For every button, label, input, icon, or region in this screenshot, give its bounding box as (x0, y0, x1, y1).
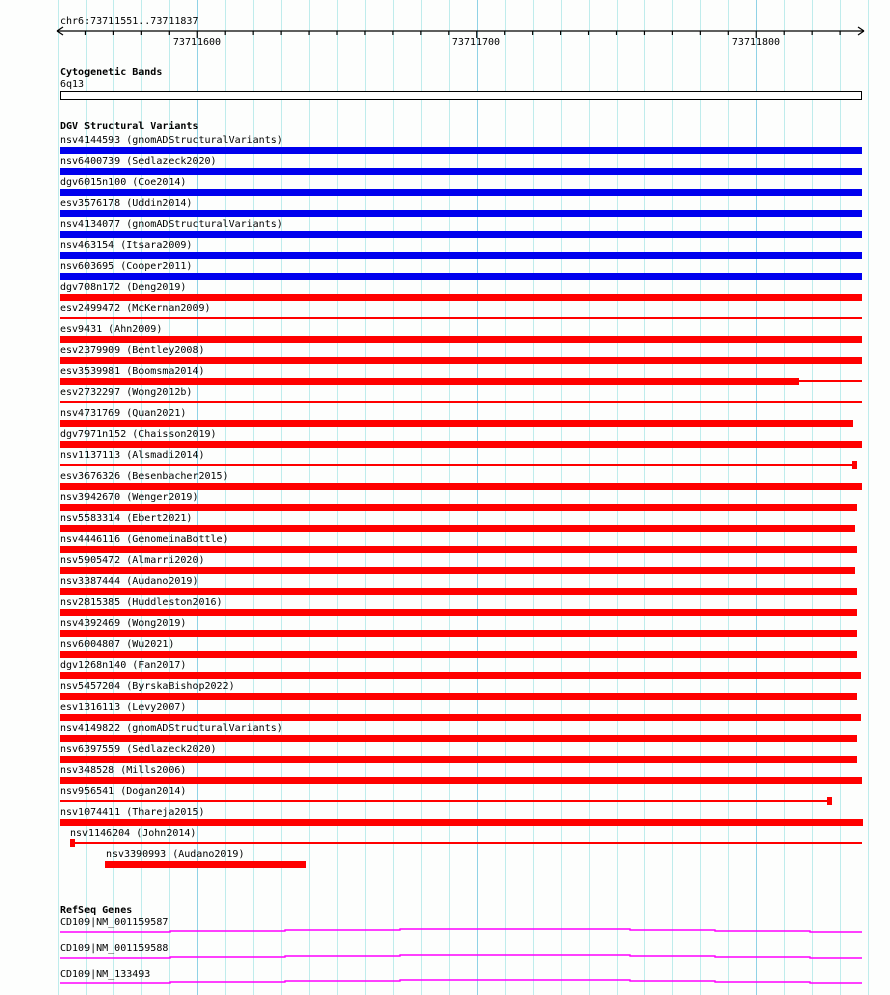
dgv-track-label: nsv348528 (Mills2006) (60, 765, 187, 776)
refseq-gene-label: CD109|NM_133493 (60, 969, 151, 980)
dgv-track-label: nsv4731769 (Quan2021) (60, 408, 187, 419)
dgv-variant-bar[interactable] (60, 147, 862, 154)
dgv-track-label: dgv1268n140 (Fan2017) (60, 660, 187, 671)
dgv-variant-bar[interactable] (60, 357, 862, 364)
dgv-variant-bar[interactable] (60, 819, 863, 826)
gene-transcript-line[interactable] (60, 929, 862, 932)
dgv-variant-tick[interactable] (852, 461, 857, 469)
dgv-track-label: nsv5457204 (ByrskaBishop2022) (60, 681, 235, 692)
dgv-variant-bar[interactable] (60, 525, 855, 532)
dgv-track-label: nsv4144593 (gnomADStructuralVariants) (60, 135, 283, 146)
dgv-track-label: nsv4149822 (gnomADStructuralVariants) (60, 723, 283, 734)
dgv-variant-bar[interactable] (60, 588, 857, 595)
dgv-variant-line[interactable] (60, 401, 862, 403)
ruler-tick-label: 73711700 (451, 37, 501, 48)
cytoband-label: 6q13 (60, 79, 85, 90)
dgv-track-label: nsv2815385 (Huddleston2016) (60, 597, 223, 608)
dgv-variant-bar[interactable] (60, 651, 857, 658)
dgv-variant-bar[interactable] (60, 210, 862, 217)
refseq-section-title: RefSeq Genes (60, 905, 133, 916)
dgv-variant-tick[interactable] (827, 797, 832, 805)
dgv-variant-bar[interactable] (60, 567, 855, 574)
dgv-variant-line[interactable] (60, 317, 862, 319)
dgv-variant-bar[interactable] (60, 231, 862, 238)
dgv-track-label: dgv7971n152 (Chaisson2019) (60, 429, 217, 440)
dgv-variant-bar[interactable] (60, 672, 861, 679)
dgv-variant-line[interactable] (70, 842, 862, 844)
dgv-track-label: nsv6397559 (Sedlazeck2020) (60, 744, 217, 755)
dgv-track-label: nsv463154 (Itsara2009) (60, 240, 193, 251)
gene-transcript-line[interactable] (60, 955, 862, 958)
cytogenetic-section-title: Cytogenetic Bands (60, 67, 163, 78)
dgv-track-label: nsv1074411 (Thareja2015) (60, 807, 205, 818)
dgv-track-label: esv3676326 (Besenbacher2015) (60, 471, 229, 482)
dgv-variant-bar[interactable] (60, 168, 862, 175)
dgv-variant-line[interactable] (799, 380, 862, 382)
dgv-track-label: nsv6400739 (Sedlazeck2020) (60, 156, 217, 167)
ruler-tick-label: 73711600 (172, 37, 222, 48)
dgv-track-label: nsv1146204 (John2014) (70, 828, 197, 839)
dgv-track-label: nsv956541 (Dogan2014) (60, 786, 187, 797)
gridline-minor (58, 0, 59, 995)
dgv-track-label: esv2499472 (McKernan2009) (60, 303, 211, 314)
dgv-variant-bar[interactable] (60, 504, 857, 511)
dgv-track-label: nsv5905472 (Almarri2020) (60, 555, 205, 566)
dgv-variant-bar[interactable] (60, 693, 857, 700)
refseq-gene-label: CD109|NM_001159587 (60, 917, 169, 928)
dgv-track-label: nsv1137113 (Alsmadi2014) (60, 450, 205, 461)
dgv-variant-bar[interactable] (60, 189, 862, 196)
cytoband-6q13[interactable] (60, 91, 862, 100)
dgv-track-label: nsv5583314 (Ebert2021) (60, 513, 193, 524)
dgv-track-label: esv3539981 (Boomsma2014) (60, 366, 205, 377)
dgv-variant-bar[interactable] (60, 630, 857, 637)
dgv-track-label: dgv708n172 (Deng2019) (60, 282, 187, 293)
dgv-track-label: esv9431 (Ahn2009) (60, 324, 163, 335)
dgv-variant-bar[interactable] (60, 756, 857, 763)
location-label: chr6:73711551..73711837 (60, 16, 199, 27)
dgv-variant-line[interactable] (60, 464, 853, 466)
dgv-variant-bar[interactable] (60, 777, 862, 784)
dgv-variant-bar[interactable] (60, 546, 857, 553)
dgv-track-label: esv2732297 (Wong2012b) (60, 387, 193, 398)
dgv-section-title: DGV Structural Variants (60, 121, 199, 132)
dgv-variant-bar[interactable] (60, 273, 862, 280)
dgv-track-label: esv2379909 (Bentley2008) (60, 345, 205, 356)
dgv-track-label: nsv3390993 (Audano2019) (106, 849, 245, 860)
dgv-track-label: nsv3942670 (Wenger2019) (60, 492, 199, 503)
dgv-track-label: nsv4446116 (GenomeinaBottle) (60, 534, 229, 545)
dgv-variant-bar[interactable] (60, 483, 862, 490)
dgv-track-label: nsv4392469 (Wong2019) (60, 618, 187, 629)
dgv-variant-bar[interactable] (60, 714, 861, 721)
dgv-track-label: nsv6004807 (Wu2021) (60, 639, 175, 650)
dgv-track-label: esv3576178 (Uddin2014) (60, 198, 193, 209)
dgv-variant-bar[interactable] (60, 336, 862, 343)
gridline-minor (868, 0, 869, 995)
dgv-track-label: nsv603695 (Cooper2011) (60, 261, 193, 272)
dgv-track-label: nsv4134077 (gnomADStructuralVariants) (60, 219, 283, 230)
refseq-gene-label: CD109|NM_001159588 (60, 943, 169, 954)
dgv-variant-bar[interactable] (60, 294, 862, 301)
dgv-variant-bar[interactable] (60, 252, 862, 259)
dgv-variant-bar[interactable] (60, 378, 799, 385)
ruler-tick-label: 73711800 (731, 37, 781, 48)
dgv-variant-bar[interactable] (60, 735, 857, 742)
dgv-variant-bar[interactable] (60, 609, 857, 616)
dgv-track-label: dgv6015n100 (Coe2014) (60, 177, 187, 188)
dgv-track-label: esv1316113 (Levy2007) (60, 702, 187, 713)
dgv-variant-bar[interactable] (60, 420, 853, 427)
dgv-variant-line[interactable] (60, 800, 829, 802)
dgv-variant-bar[interactable] (60, 441, 862, 448)
dgv-variant-bar[interactable] (105, 861, 306, 868)
gene-transcript-line[interactable] (60, 980, 862, 983)
dgv-track-label: nsv3387444 (Audano2019) (60, 576, 199, 587)
